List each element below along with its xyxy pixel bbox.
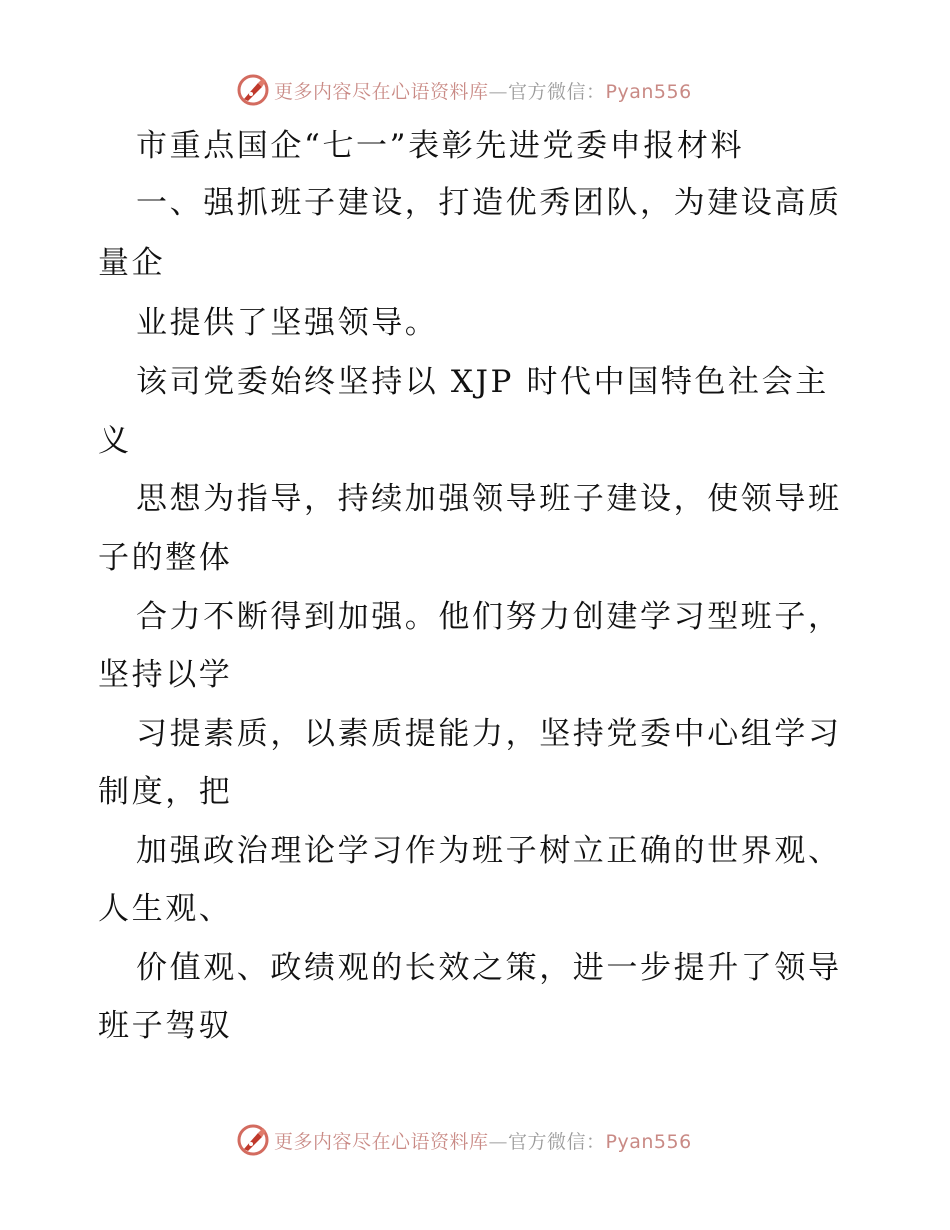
paragraph-line: 价值观、政绩观的长效之策，进一步提升了领导 — [136, 950, 842, 986]
paragraph-line: 量企 — [98, 245, 166, 281]
watermark-text: 更多内容尽在心语资料库—官方微信：Pyan556 — [274, 1130, 692, 1153]
paragraph-line: 业提供了坚强领导。 — [136, 305, 439, 341]
footer-watermark — [236, 1122, 716, 1158]
pen-nib-logo-icon — [236, 1123, 270, 1157]
paragraph-line: 加强政治理论学习作为班子树立正确的世界观、 — [136, 833, 842, 869]
watermark-text: 更多内容尽在心语资料库—官方微信：Pyan556 — [274, 80, 692, 103]
paragraph-line: 制度，把 — [98, 774, 233, 810]
paragraph-line: 子的整体 — [98, 540, 233, 576]
paragraph-line: 思想为指导，持续加强领导班子建设，使领导班 — [136, 481, 842, 517]
paragraph-line: 该司党委始终坚持以 XJP 时代中国特色社会主 — [136, 364, 829, 400]
header-watermark — [236, 72, 716, 108]
paragraph-line: 坚持以学 — [98, 657, 233, 693]
pen-nib-logo-icon — [236, 73, 270, 107]
paragraph-line: 习提素质，以素质提能力，坚持党委中心组学习 — [136, 716, 842, 752]
paragraph-line: 班子驾驭 — [98, 1008, 233, 1044]
paragraph-line: 合力不断得到加强。他们努力创建学习型班子， — [136, 599, 842, 635]
paragraph-line: 人生观、 — [98, 891, 233, 927]
document-title: 市重点国企“七一”表彰先进党委申报材料 — [136, 128, 745, 164]
paragraph-line: 一、强抓班子建设，打造优秀团队，为建设高质 — [136, 185, 842, 221]
paragraph-line: 义 — [98, 423, 132, 459]
